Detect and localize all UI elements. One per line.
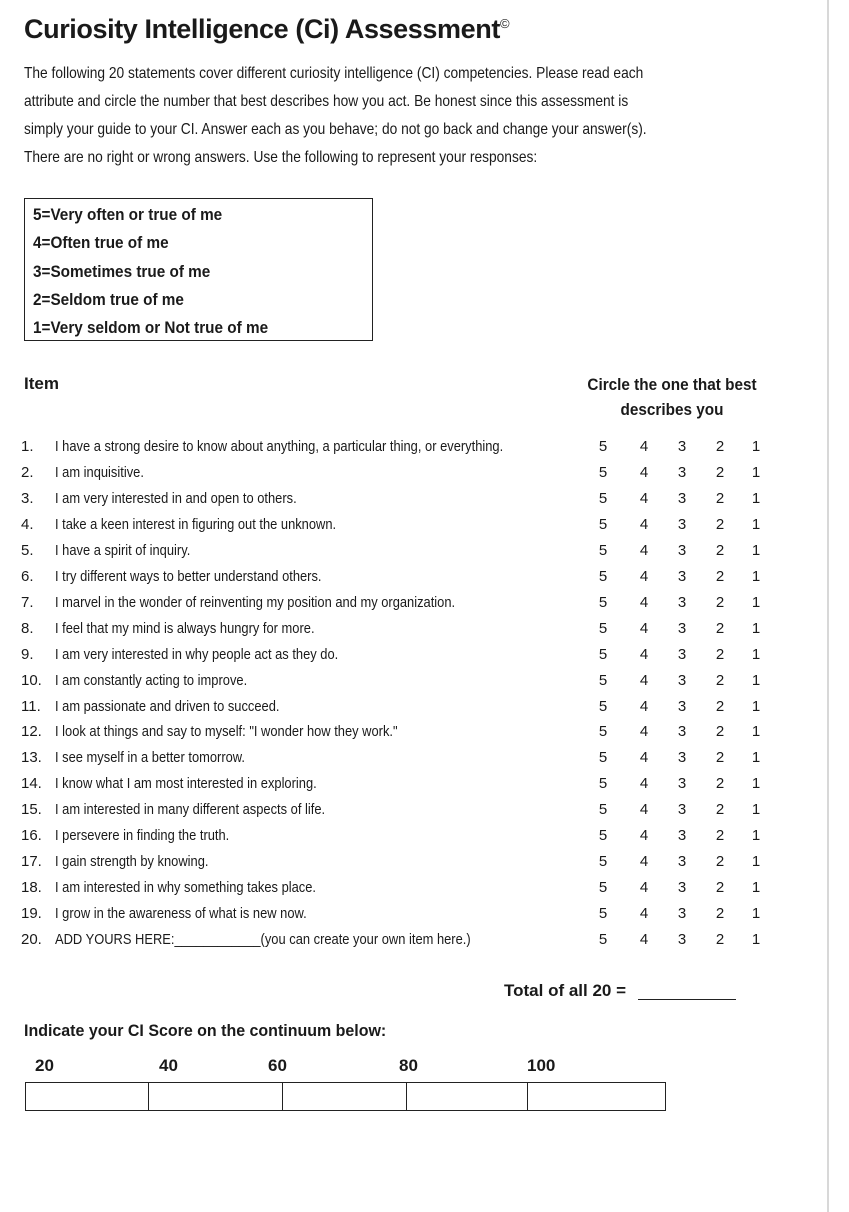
rating-option-3[interactable]: 3 — [677, 853, 687, 871]
rating-option-4[interactable]: 4 — [639, 515, 649, 533]
rating-option-5[interactable]: 5 — [598, 853, 608, 871]
rating-option-1[interactable]: 1 — [751, 853, 761, 871]
rating-option-4[interactable]: 4 — [639, 801, 649, 819]
item-number: 9. — [21, 645, 34, 663]
rating-option-3[interactable]: 3 — [677, 463, 687, 481]
item-number: 1. — [21, 438, 34, 455]
rating-option-5[interactable]: 5 — [598, 697, 608, 715]
rating-option-2[interactable]: 2 — [715, 593, 725, 611]
item-statement: I am interested in many different aspects of life. — [55, 801, 326, 819]
continuum-label: 20 — [35, 1056, 54, 1075]
rating-option-2[interactable]: 2 — [715, 749, 725, 767]
rating-option-1[interactable]: 1 — [751, 567, 761, 585]
rating-option-1[interactable]: 1 — [751, 931, 761, 949]
rating-option-1[interactable]: 1 — [751, 489, 761, 507]
item-statement: I am interested in why something takes place. — [55, 879, 317, 897]
rating-header-line: Circle the one that best — [587, 375, 757, 394]
rating-option-4[interactable]: 4 — [639, 645, 649, 663]
rating-option-4[interactable]: 4 — [639, 593, 649, 611]
continuum-label: 60 — [268, 1056, 287, 1075]
rating-option-3[interactable]: 3 — [677, 438, 687, 455]
item-number: 17. — [21, 853, 42, 871]
item-statement: I gain strength by knowing. — [55, 853, 209, 871]
instructions-line: The following 20 statements cover different curiosity intelligence (CI) competencies. Please read each — [24, 65, 644, 82]
title-copyright-mark: © — [499, 16, 510, 31]
rating-option-5[interactable]: 5 — [598, 619, 608, 637]
total-answer-blank[interactable] — [638, 999, 736, 1000]
item-statement: I am very interested in and open to others. — [55, 489, 297, 507]
continuum-label: 80 — [399, 1056, 418, 1075]
rating-option-4[interactable]: 4 — [639, 749, 649, 767]
rating-option-3[interactable]: 3 — [677, 593, 687, 611]
item-number: 14. — [21, 775, 42, 793]
rating-option-1[interactable]: 1 — [751, 593, 761, 611]
item-statement: I feel that my mind is always hungry for more. — [55, 619, 315, 637]
rating-option-5[interactable]: 5 — [598, 749, 608, 767]
rating-option-1[interactable]: 1 — [751, 905, 761, 923]
item-statement: I marvel in the wonder of reinventing my position and my organization. — [55, 593, 456, 611]
rating-option-3[interactable]: 3 — [677, 541, 687, 559]
item-statement: I know what I am most interested in exploring. — [55, 775, 317, 793]
item-number: 16. — [21, 827, 42, 845]
item-statement: I take a keen interest in figuring out the unknown. — [55, 515, 337, 533]
item-column-header: Item — [24, 374, 59, 393]
rating-option-4[interactable]: 4 — [639, 931, 649, 949]
total-label: Total of all 20 = — [504, 981, 627, 1000]
item-number: 3. — [21, 489, 34, 507]
rating-option-4[interactable]: 4 — [639, 619, 649, 637]
item-number: 12. — [21, 723, 42, 741]
rating-option-2[interactable]: 2 — [715, 541, 725, 559]
item-statement: I am very interested in why people act as they do. — [55, 645, 339, 663]
rating-option-2[interactable]: 2 — [715, 853, 725, 871]
rating-option-4[interactable]: 4 — [639, 853, 649, 871]
rating-option-3[interactable]: 3 — [677, 723, 687, 741]
item-number: 15. — [21, 801, 42, 819]
rating-option-5[interactable]: 5 — [598, 463, 608, 481]
item-number: 5. — [21, 541, 34, 559]
rating-option-5[interactable]: 5 — [598, 671, 608, 689]
rating-option-3[interactable]: 3 — [677, 671, 687, 689]
page-title — [24, 14, 509, 45]
rating-option-2[interactable]: 2 — [715, 515, 725, 533]
item-number: 18. — [21, 879, 42, 897]
rating-option-4[interactable]: 4 — [639, 775, 649, 793]
rating-option-3[interactable]: 3 — [677, 801, 687, 819]
rating-option-4[interactable]: 4 — [639, 671, 649, 689]
rating-option-5[interactable]: 5 — [598, 515, 608, 533]
legend-item: 2=Seldom true of me — [33, 289, 184, 309]
rating-option-2[interactable]: 2 — [715, 723, 725, 741]
item-statement: I look at things and say to myself: "I wonder how they work." — [55, 723, 398, 741]
rating-option-3[interactable]: 3 — [677, 749, 687, 767]
rating-option-1[interactable]: 1 — [751, 541, 761, 559]
rating-option-5[interactable]: 5 — [598, 931, 608, 949]
item-statement: ADD YOURS HERE:____________(you can create your own item here.) — [55, 931, 471, 949]
item-number: 7. — [21, 593, 34, 611]
rating-option-2[interactable]: 2 — [715, 567, 725, 585]
rating-option-4[interactable]: 4 — [639, 541, 649, 559]
rating-option-1[interactable]: 1 — [751, 438, 761, 455]
rating-option-1[interactable]: 1 — [751, 463, 761, 481]
rating-option-3[interactable]: 3 — [677, 619, 687, 637]
rating-option-4[interactable]: 4 — [639, 879, 649, 897]
item-statement: I see myself in a better tomorrow. — [55, 749, 245, 767]
instructions-paragraph — [24, 60, 824, 172]
continuum-label: 40 — [159, 1056, 178, 1075]
continuum-segment[interactable] — [406, 1082, 528, 1111]
rating-option-2[interactable]: 2 — [715, 438, 725, 455]
item-number: 10. — [21, 671, 42, 689]
rating-option-4[interactable]: 4 — [639, 567, 649, 585]
rating-column-header — [560, 372, 784, 422]
rating-option-5[interactable]: 5 — [598, 489, 608, 507]
rating-option-1[interactable]: 1 — [751, 515, 761, 533]
item-statement: I have a strong desire to know about anything, a particular thing, or everything. — [55, 438, 504, 455]
item-number: 13. — [21, 749, 42, 767]
rating-option-4[interactable]: 4 — [639, 827, 649, 845]
item-statement: I am passionate and driven to succeed. — [55, 697, 280, 715]
continuum-label: 100 — [527, 1056, 556, 1075]
rating-option-5[interactable]: 5 — [598, 438, 608, 455]
legend-item: 1=Very seldom or Not true of me — [33, 318, 269, 338]
rating-option-3[interactable]: 3 — [677, 515, 687, 533]
item-statement: I grow in the awareness of what is new now. — [55, 905, 307, 923]
rating-option-2[interactable]: 2 — [715, 489, 725, 507]
rating-option-3[interactable]: 3 — [677, 905, 687, 923]
rating-option-2[interactable]: 2 — [715, 879, 725, 897]
continuum-segment[interactable] — [282, 1082, 407, 1111]
item-number: 4. — [21, 515, 34, 533]
rating-option-4[interactable]: 4 — [639, 489, 649, 507]
continuum-segment[interactable] — [527, 1082, 666, 1111]
instructions-line: simply your guide to your CI. Answer each as you behave; do not go back and change your answer(s). — [24, 121, 647, 138]
rating-option-2[interactable]: 2 — [715, 931, 725, 949]
rating-option-2[interactable]: 2 — [715, 775, 725, 793]
rating-option-5[interactable]: 5 — [598, 827, 608, 845]
rating-option-1[interactable]: 1 — [751, 671, 761, 689]
item-number: 6. — [21, 567, 34, 585]
rating-option-3[interactable]: 3 — [677, 489, 687, 507]
rating-option-2[interactable]: 2 — [715, 697, 725, 715]
rating-option-5[interactable]: 5 — [598, 723, 608, 741]
rating-option-1[interactable]: 1 — [751, 645, 761, 663]
rating-scale-legend — [24, 198, 373, 341]
item-statement: I try different ways to better understand others. — [55, 567, 322, 585]
item-statement: I persevere in finding the truth. — [55, 827, 230, 845]
rating-option-3[interactable]: 3 — [677, 645, 687, 663]
rating-option-5[interactable]: 5 — [598, 541, 608, 559]
rating-option-5[interactable]: 5 — [598, 879, 608, 897]
rating-option-1[interactable]: 1 — [751, 749, 761, 767]
rating-option-2[interactable]: 2 — [715, 463, 725, 481]
rating-option-2[interactable]: 2 — [715, 645, 725, 663]
rating-option-1[interactable]: 1 — [751, 775, 761, 793]
rating-option-2[interactable]: 2 — [715, 905, 725, 923]
item-number: 19. — [21, 905, 42, 923]
rating-option-3[interactable]: 3 — [677, 827, 687, 845]
rating-option-4[interactable]: 4 — [639, 697, 649, 715]
rating-option-4[interactable]: 4 — [639, 463, 649, 481]
rating-option-3[interactable]: 3 — [677, 775, 687, 793]
rating-option-3[interactable]: 3 — [677, 931, 687, 949]
rating-option-4[interactable]: 4 — [639, 723, 649, 741]
item-statement: I have a spirit of inquiry. — [55, 541, 191, 559]
rating-header-line: describes you — [620, 400, 724, 419]
instructions-line: attribute and circle the number that best describes how you act. Be honest since this assessment is — [24, 93, 629, 110]
rating-option-3[interactable]: 3 — [677, 879, 687, 897]
rating-option-2[interactable]: 2 — [715, 801, 725, 819]
rating-option-5[interactable]: 5 — [598, 905, 608, 923]
continuum-segment[interactable] — [25, 1082, 149, 1111]
rating-option-3[interactable]: 3 — [677, 697, 687, 715]
rating-option-1[interactable]: 1 — [751, 619, 761, 637]
rating-option-3[interactable]: 3 — [677, 567, 687, 585]
rating-option-5[interactable]: 5 — [598, 645, 608, 663]
rating-option-5[interactable]: 5 — [598, 593, 608, 611]
page-edge-line — [827, 0, 829, 1212]
instructions-line: There are no right or wrong answers. Use the following to represent your responses: — [24, 149, 538, 166]
title-text: Curiosity Intelligence (Ci) Assessment — [24, 14, 500, 44]
rating-option-2[interactable]: 2 — [715, 619, 725, 637]
continuum-segment[interactable] — [148, 1082, 283, 1111]
rating-option-1[interactable]: 1 — [751, 827, 761, 845]
rating-option-5[interactable]: 5 — [598, 567, 608, 585]
rating-option-1[interactable]: 1 — [751, 723, 761, 741]
item-number: 8. — [21, 619, 34, 637]
score-section-title: Indicate your CI Score on the continuum below: — [24, 1021, 387, 1040]
rating-option-1[interactable]: 1 — [751, 879, 761, 897]
legend-item: 4=Often true of me — [33, 233, 169, 253]
rating-option-5[interactable]: 5 — [598, 801, 608, 819]
rating-option-5[interactable]: 5 — [598, 775, 608, 793]
item-statement: I am inquisitive. — [55, 463, 144, 481]
rating-option-1[interactable]: 1 — [751, 697, 761, 715]
rating-option-4[interactable]: 4 — [639, 438, 649, 455]
item-number: 11. — [21, 697, 41, 715]
item-statement: I am constantly acting to improve. — [55, 671, 248, 689]
rating-option-2[interactable]: 2 — [715, 671, 725, 689]
legend-item: 3=Sometimes true of me — [33, 261, 211, 281]
item-number: 20. — [21, 931, 42, 949]
item-number: 2. — [21, 463, 34, 481]
rating-option-2[interactable]: 2 — [715, 827, 725, 845]
legend-item: 5=Very often or true of me — [33, 205, 223, 224]
rating-option-1[interactable]: 1 — [751, 801, 761, 819]
rating-option-4[interactable]: 4 — [639, 905, 649, 923]
